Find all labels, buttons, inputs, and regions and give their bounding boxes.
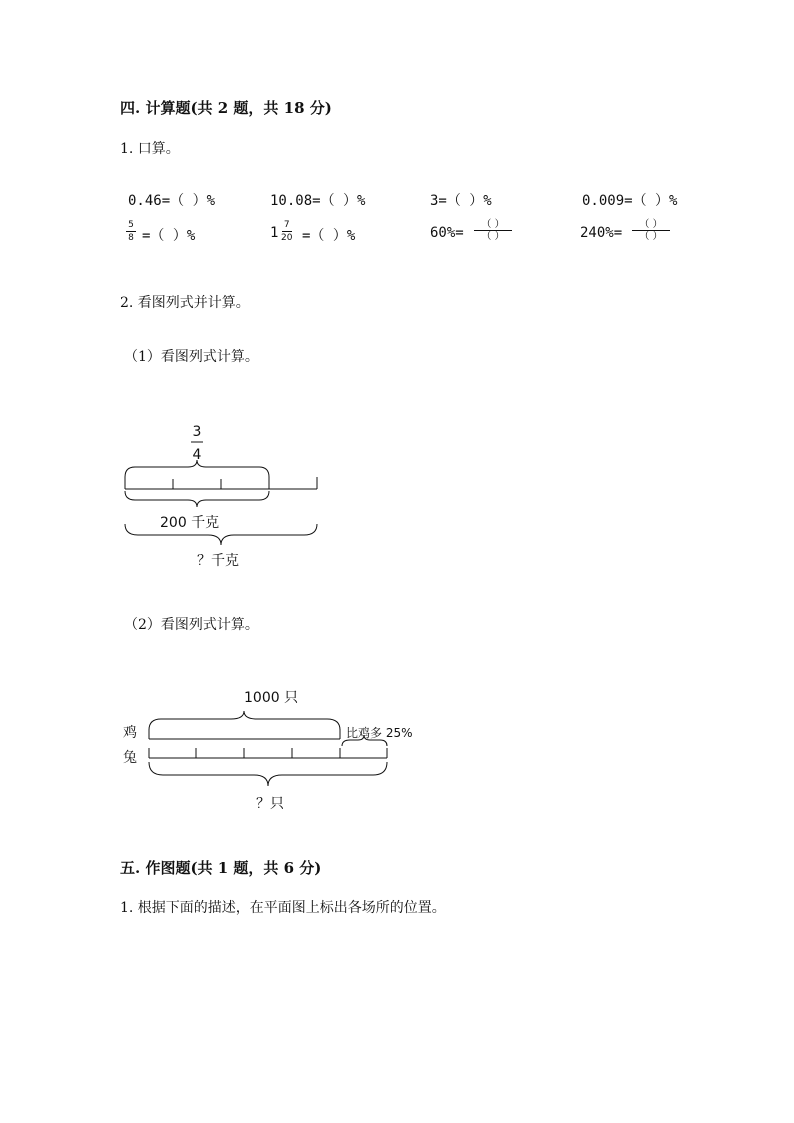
diagram2-side-label: 比鸡多 25%: [346, 726, 413, 740]
sub-question-1-label: （1）看图列式计算。: [124, 349, 259, 365]
blank-fraction-1: （ ） （ ）: [474, 219, 512, 242]
calc-item-7-left: 60%=: [430, 225, 464, 241]
section-title-calculation: 四. 计算题(共 2 题，共 18 分): [120, 99, 332, 117]
calc-item-4: 0.009=（ ）%: [582, 193, 678, 209]
diagram2-row2-label: 兔: [123, 750, 137, 766]
mixed-number-whole: 1: [270, 225, 279, 241]
diagram2-top-brace: [149, 711, 340, 730]
blank-fraction-2: （ ） （ ）: [632, 219, 670, 242]
section-title-drawing: 五. 作图题(共 1 题，共 6 分): [120, 859, 322, 877]
question-2-label: 2. 看图列式并计算。: [120, 295, 250, 311]
diagram1-fraction-numerator: 3: [192, 424, 202, 440]
fraction-seven-twentieths: 7 20: [281, 220, 293, 243]
calc-item-8-left: 240%=: [580, 225, 623, 241]
calc-item-2: 10.08=（ ）%: [270, 193, 366, 209]
calc-item-1: 0.46=（ ）%: [128, 193, 216, 209]
calc-item-3: 3=（ ）%: [430, 193, 492, 209]
diagram2-bottom-brace: [149, 762, 387, 786]
sub-question-2-label: （2）看图列式计算。: [124, 617, 259, 633]
calc-item-5-rest: =（ ）%: [142, 228, 196, 244]
diagram1-question: ？千克: [197, 553, 239, 569]
diagram2-row1-label: 鸡: [123, 725, 137, 741]
diagram2-question: ？只: [256, 796, 284, 812]
diagram1-bottom-label: 200 千克: [160, 515, 220, 531]
diagram1-fraction-denominator: 4: [192, 447, 202, 463]
question-1-label: 1. 口算。: [120, 141, 180, 157]
calc-item-6-rest: =（ ）%: [302, 228, 356, 244]
section5-question-1: 1. 根据下面的描述，在平面图上标出各场所的位置。: [120, 900, 446, 916]
diagram2-top-label: 1000 只: [244, 690, 299, 706]
fraction-five-eighths: 5 8: [126, 220, 136, 243]
